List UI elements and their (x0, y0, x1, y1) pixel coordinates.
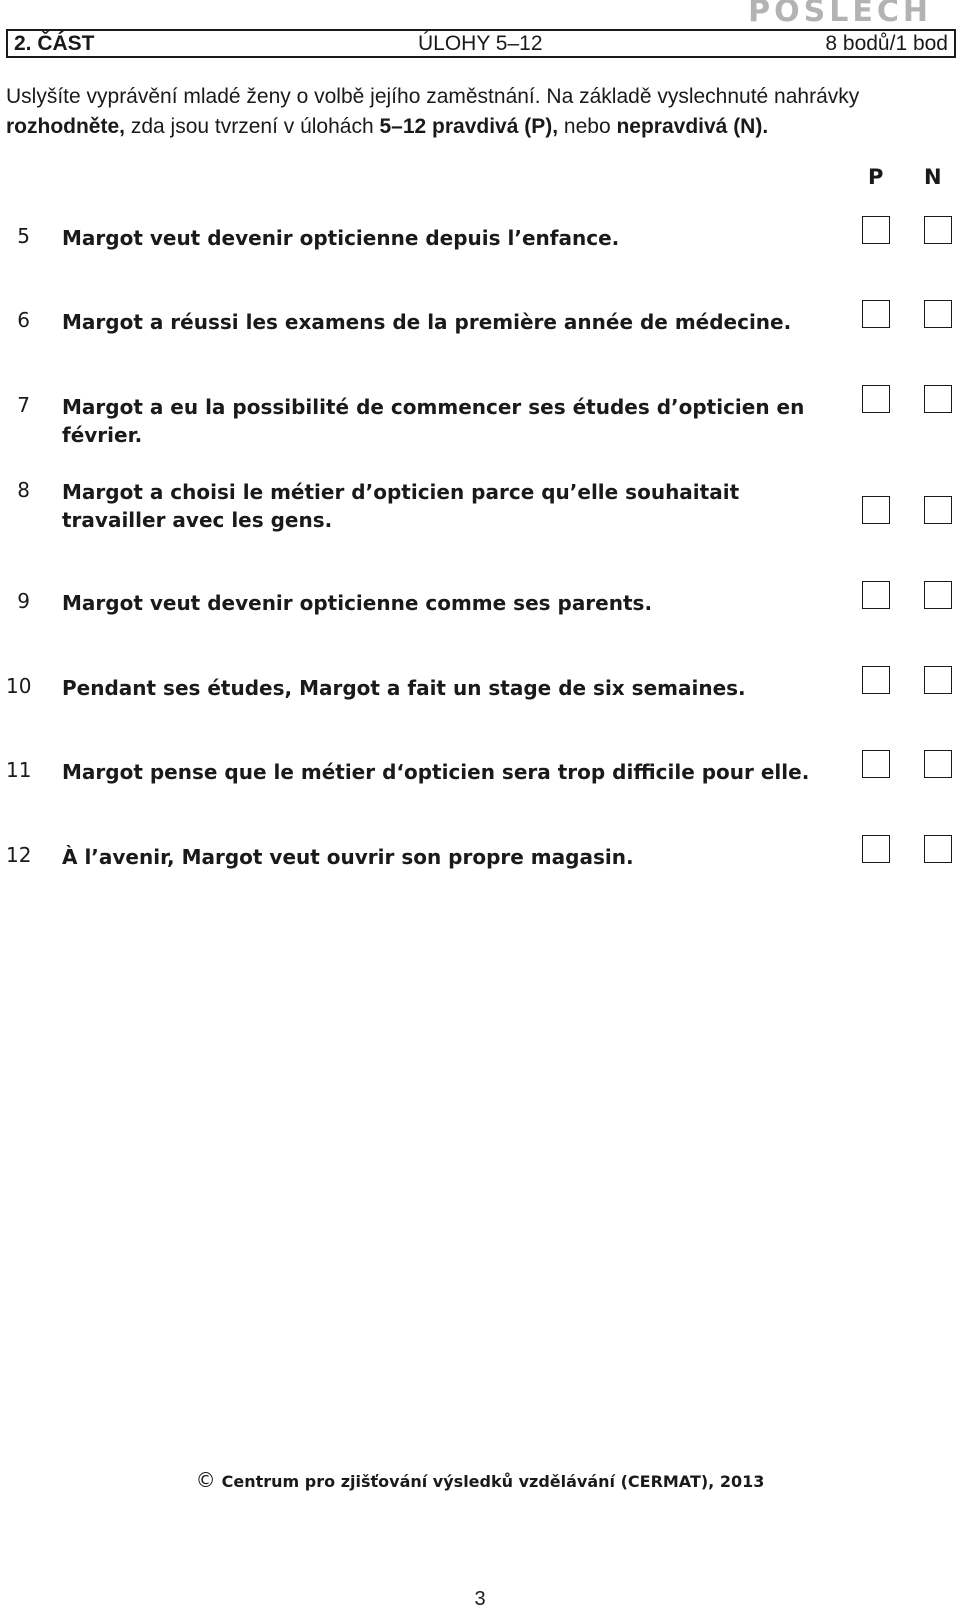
answer-checkbox-false[interactable] (924, 750, 952, 778)
instructions-bold-b: 5–12 pravdivá (P), (379, 115, 559, 138)
instructions (6, 82, 956, 142)
answer-checkbox-false[interactable] (924, 581, 952, 609)
instructions-plain-a: zda jsou tvrzení v úlohách (125, 115, 380, 138)
question-statement: Margot a réussi les examens de la première année de médecine. (62, 310, 792, 334)
instructions-line-1: Uslyšíte vyprávění mladé ženy o volbě jejího zaměstnání. Na základě vyslechnuté nahrávky (6, 85, 860, 108)
answer-checkbox-true[interactable] (862, 300, 890, 328)
answer-checkbox-false[interactable] (924, 300, 952, 328)
answer-checkbox-false[interactable] (924, 496, 952, 524)
instructions-line-2 (6, 112, 956, 142)
question-statement: Margot veut devenir opticienne comme ses parents. (62, 591, 653, 615)
question-statement: Margot a eu la possibilité de commencer ses études d’opticien en février. (62, 395, 805, 447)
column-header-true: P (868, 165, 884, 189)
answer-checkbox-false[interactable] (924, 666, 952, 694)
answer-checkbox-true[interactable] (862, 581, 890, 609)
question-number: 5 (17, 224, 30, 248)
question-statement: Margot veut devenir opticienne depuis l’enfance. (62, 226, 620, 250)
question-statement: À l’avenir, Margot veut ouvrir son propre magasin. (62, 845, 634, 869)
answer-checkbox-true[interactable] (862, 750, 890, 778)
question-number: 11 (6, 758, 32, 782)
answer-checkbox-false[interactable] (924, 216, 952, 244)
question-number: 10 (6, 674, 32, 698)
answer-checkbox-false[interactable] (924, 385, 952, 413)
answer-checkbox-false[interactable] (924, 835, 952, 863)
tasks-range: ÚLOHY 5–12 (418, 32, 543, 55)
part-header (6, 29, 956, 58)
question-statement: Pendant ses études, Margot a fait un stage de six semaines. (62, 676, 746, 700)
question-statement: Margot pense que le métier d‘opticien sera trop difficile pour elle. (62, 760, 810, 784)
copyright-text: Centrum pro zjišťování výsledků vzdělávání (CERMAT), 2013 (221, 1472, 765, 1491)
part-title: 2. ČÁST (14, 32, 95, 55)
instructions-plain-b: nebo (558, 115, 617, 138)
question-number: 9 (17, 589, 30, 613)
copyright-icon: © (195, 1468, 216, 1492)
answer-checkbox-true[interactable] (862, 666, 890, 694)
question-number: 12 (6, 843, 32, 867)
points-info: 8 bodů/1 bod (825, 32, 948, 55)
page-number: 3 (474, 1588, 486, 1610)
question-number: 8 (17, 478, 30, 502)
instructions-bold-c: nepravdivá (N). (616, 115, 769, 138)
copyright-footer (0, 1468, 960, 1492)
answer-checkbox-true[interactable] (862, 496, 890, 524)
column-header-false: N (924, 165, 942, 189)
answer-checkbox-true[interactable] (862, 216, 890, 244)
answer-checkbox-true[interactable] (862, 835, 890, 863)
answer-checkbox-true[interactable] (862, 385, 890, 413)
question-number: 6 (17, 308, 30, 332)
question-number: 7 (17, 393, 30, 417)
section-label: POSLECH (748, 0, 932, 29)
question-statement: Margot a choisi le métier d’opticien parce qu’elle souhaitait travailler avec les gens. (62, 480, 740, 532)
instructions-bold-a: rozhodněte, (6, 115, 125, 138)
